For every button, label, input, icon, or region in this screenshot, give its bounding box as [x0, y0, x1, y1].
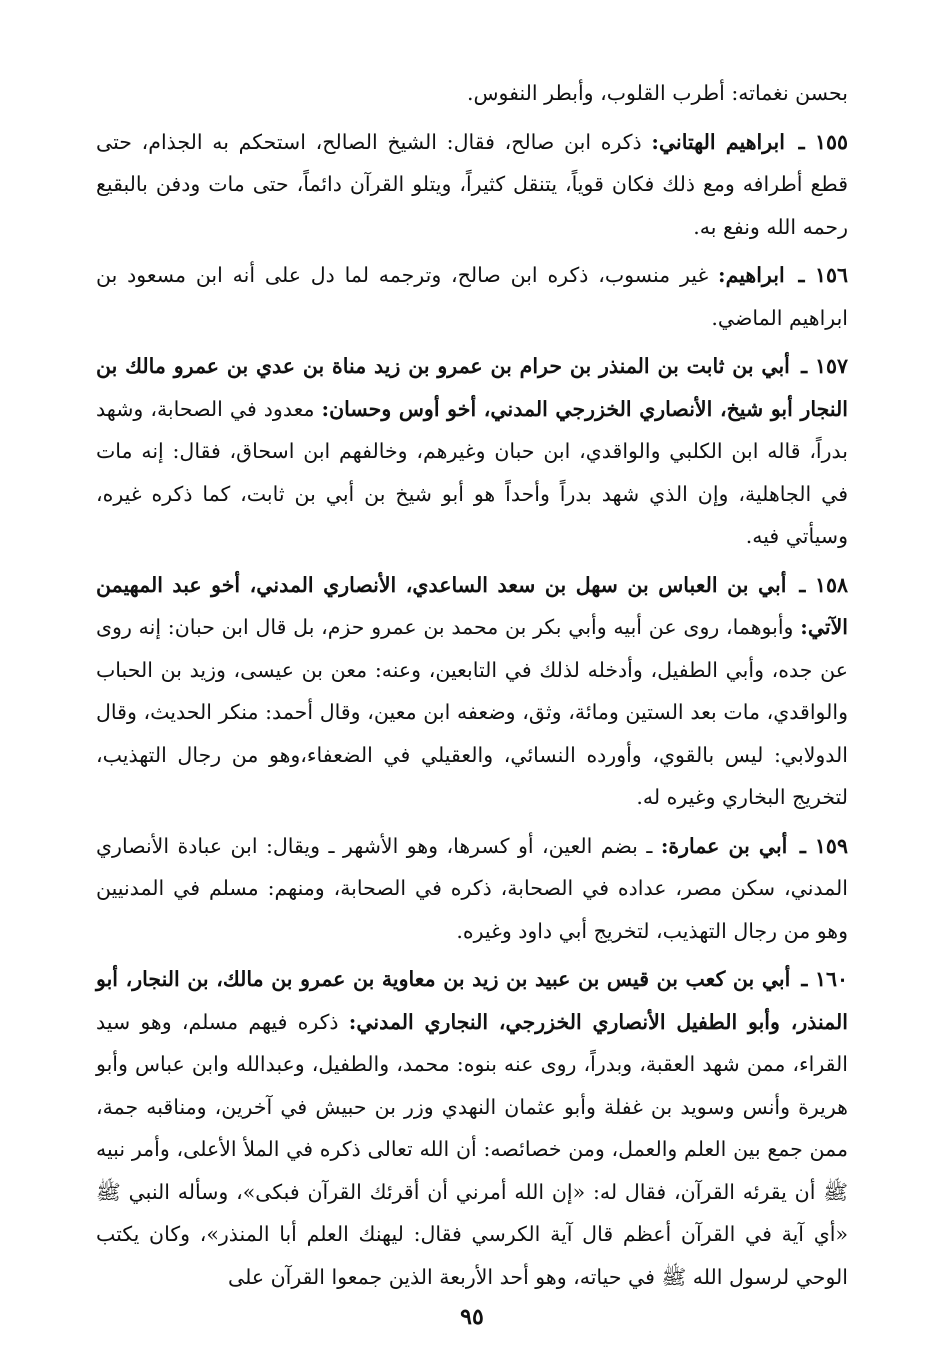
entry-159	[96, 825, 848, 953]
entry-heading: أبي بن العباس بن سهل بن سعد الساعدي، الأنصاري المدني، أخو عبد المهيمن الآتي:	[96, 572, 848, 639]
entry-number: ١٥٨ ـ	[799, 572, 848, 597]
entry-text: معدود في الصحابة، وشهد بدراً، قاله ابن الكلبي والواقدي، ابن حبان وغيرهم، وخالفهم ابن اسحاق، فقال: إنه مات في الجاهلية، وإن الذي شهد بدراً وأحداً هو أبو شيخ بن أبي بن ثابت، كما ذكره غيره، وسيأتي فيه.	[96, 396, 848, 548]
entry-number: ١٥٩ ـ	[799, 833, 848, 858]
entry-160	[96, 958, 848, 1298]
entry-text: وأبوهما، روى عن أبيه وأبي بكر بن محمد بن عمرو حزم، بل قال ابن حبان: إنه روى عن جده، وأبي الطفيل، وأدخله لذلك في التابعين، وعنه: معن بن عيسى، وزيد بن الحباب والواقدي، مات بعد الستين ومائة، وثق، وضعفه ابن معين، وقال أحمد: منكر الحديث، وقال الدولابي: ليس بالقوي، وأورده النسائي، والعقيلي في الضعفاء،وهو من رجال التهذيب، لتخريج البخاري وغيره له.	[96, 615, 848, 809]
entry-157	[96, 345, 848, 558]
entry-heading: أبي بن ثابت بن المنذر بن حرام بن عمرو بن زيد مناة بن عدي بن عمرو مالك بن النجار أبو شيخ، الأنصاري الخزرجي المدني، أخو أوس وحسان:	[96, 354, 848, 421]
entry-text: بحسن نغماته: أطرب القلوب، وأبطر النفوس.	[467, 81, 848, 105]
entry-158	[96, 564, 848, 819]
entry-text: غير منسوب، ذكره ابن صالح، وترجمه لما دل على أنه ابن مسعود بن ابراهيم الماضي.	[96, 263, 848, 330]
entry-text: ذكره ابن صالح، فقال: الشيخ الصالح، استحكم به الجذام، حتى قطع أطرافه ومع ذلك فكان قوياً، يتنقل كثيراً، ويتلو القرآن دائماً، حتى مات ودفن بالبقيع رحمه الله ونفع به.	[96, 129, 848, 239]
entry-number: ١٥٥ ـ	[798, 129, 848, 154]
entry-155	[96, 121, 848, 249]
entry-continuation	[96, 72, 848, 115]
entry-heading: ابراهيم الهتاني:	[651, 129, 785, 154]
entry-number: ١٦٠ ـ	[801, 967, 848, 991]
entry-heading: أبي بن كعب بن قيس بن عبيد بن زيد بن معاوية بن عمرو بن مالك، بن النجار، أبو المنذر، وأبو الطفيل الأنصاري الخزرجي، النجاري المدني:	[96, 967, 848, 1034]
page-number: ٩٥	[460, 1304, 484, 1330]
entry-heading: ابراهيم:	[718, 263, 785, 287]
entry-number: ١٥٦ ـ	[798, 263, 848, 287]
entry-number: ١٥٧ ـ	[801, 354, 848, 378]
entry-heading: أبي بن عمارة:	[660, 833, 788, 858]
entry-text: ـ بضم العين، أو كسرها، وهو الأشهر ـ ويقال: ابن عبادة الأنصاري المدني، سكن مصر، عداده في الصحابة، ذكره في الصحابة، ومنهم: مسلم في المدنيين وهو من رجال التهذيب، لتخريج أبي داود وغيره.	[96, 833, 848, 943]
book-page	[96, 72, 848, 1330]
entry-text: ذكره فيهم مسلم، وهو سيد القراء، ممن شهد العقبة، وبدراً، روى عنه بنوه: محمد، والطفيل، وعبدالله وابن عباس وأبو هريرة وأنس وسويد بن غفلة وأبو عثمان النهدي وزر بن حبيش في آخرين، ومناقبه جمة، ممن جمع بين العلم والعمل، ومن خصائصه: أن الله تعالى ذكره في الملأ الأعلى، وأمر نبيه ﷺ أن يقرئه القرآن، فقال له: «إن الله أمرني أن أقرئك القرآن فبكى»، وسأله النبي ﷺ «أي آية في القرآن أعظم قال آية الكرسي فقال: ليهنك العلم أبا المنذر»، وكان يكتب الوحي لرسول الله ﷺ في حياته، وهو أحد الأربعة الذين جمعوا القرآن على	[96, 1009, 848, 1289]
entry-156	[96, 254, 848, 339]
